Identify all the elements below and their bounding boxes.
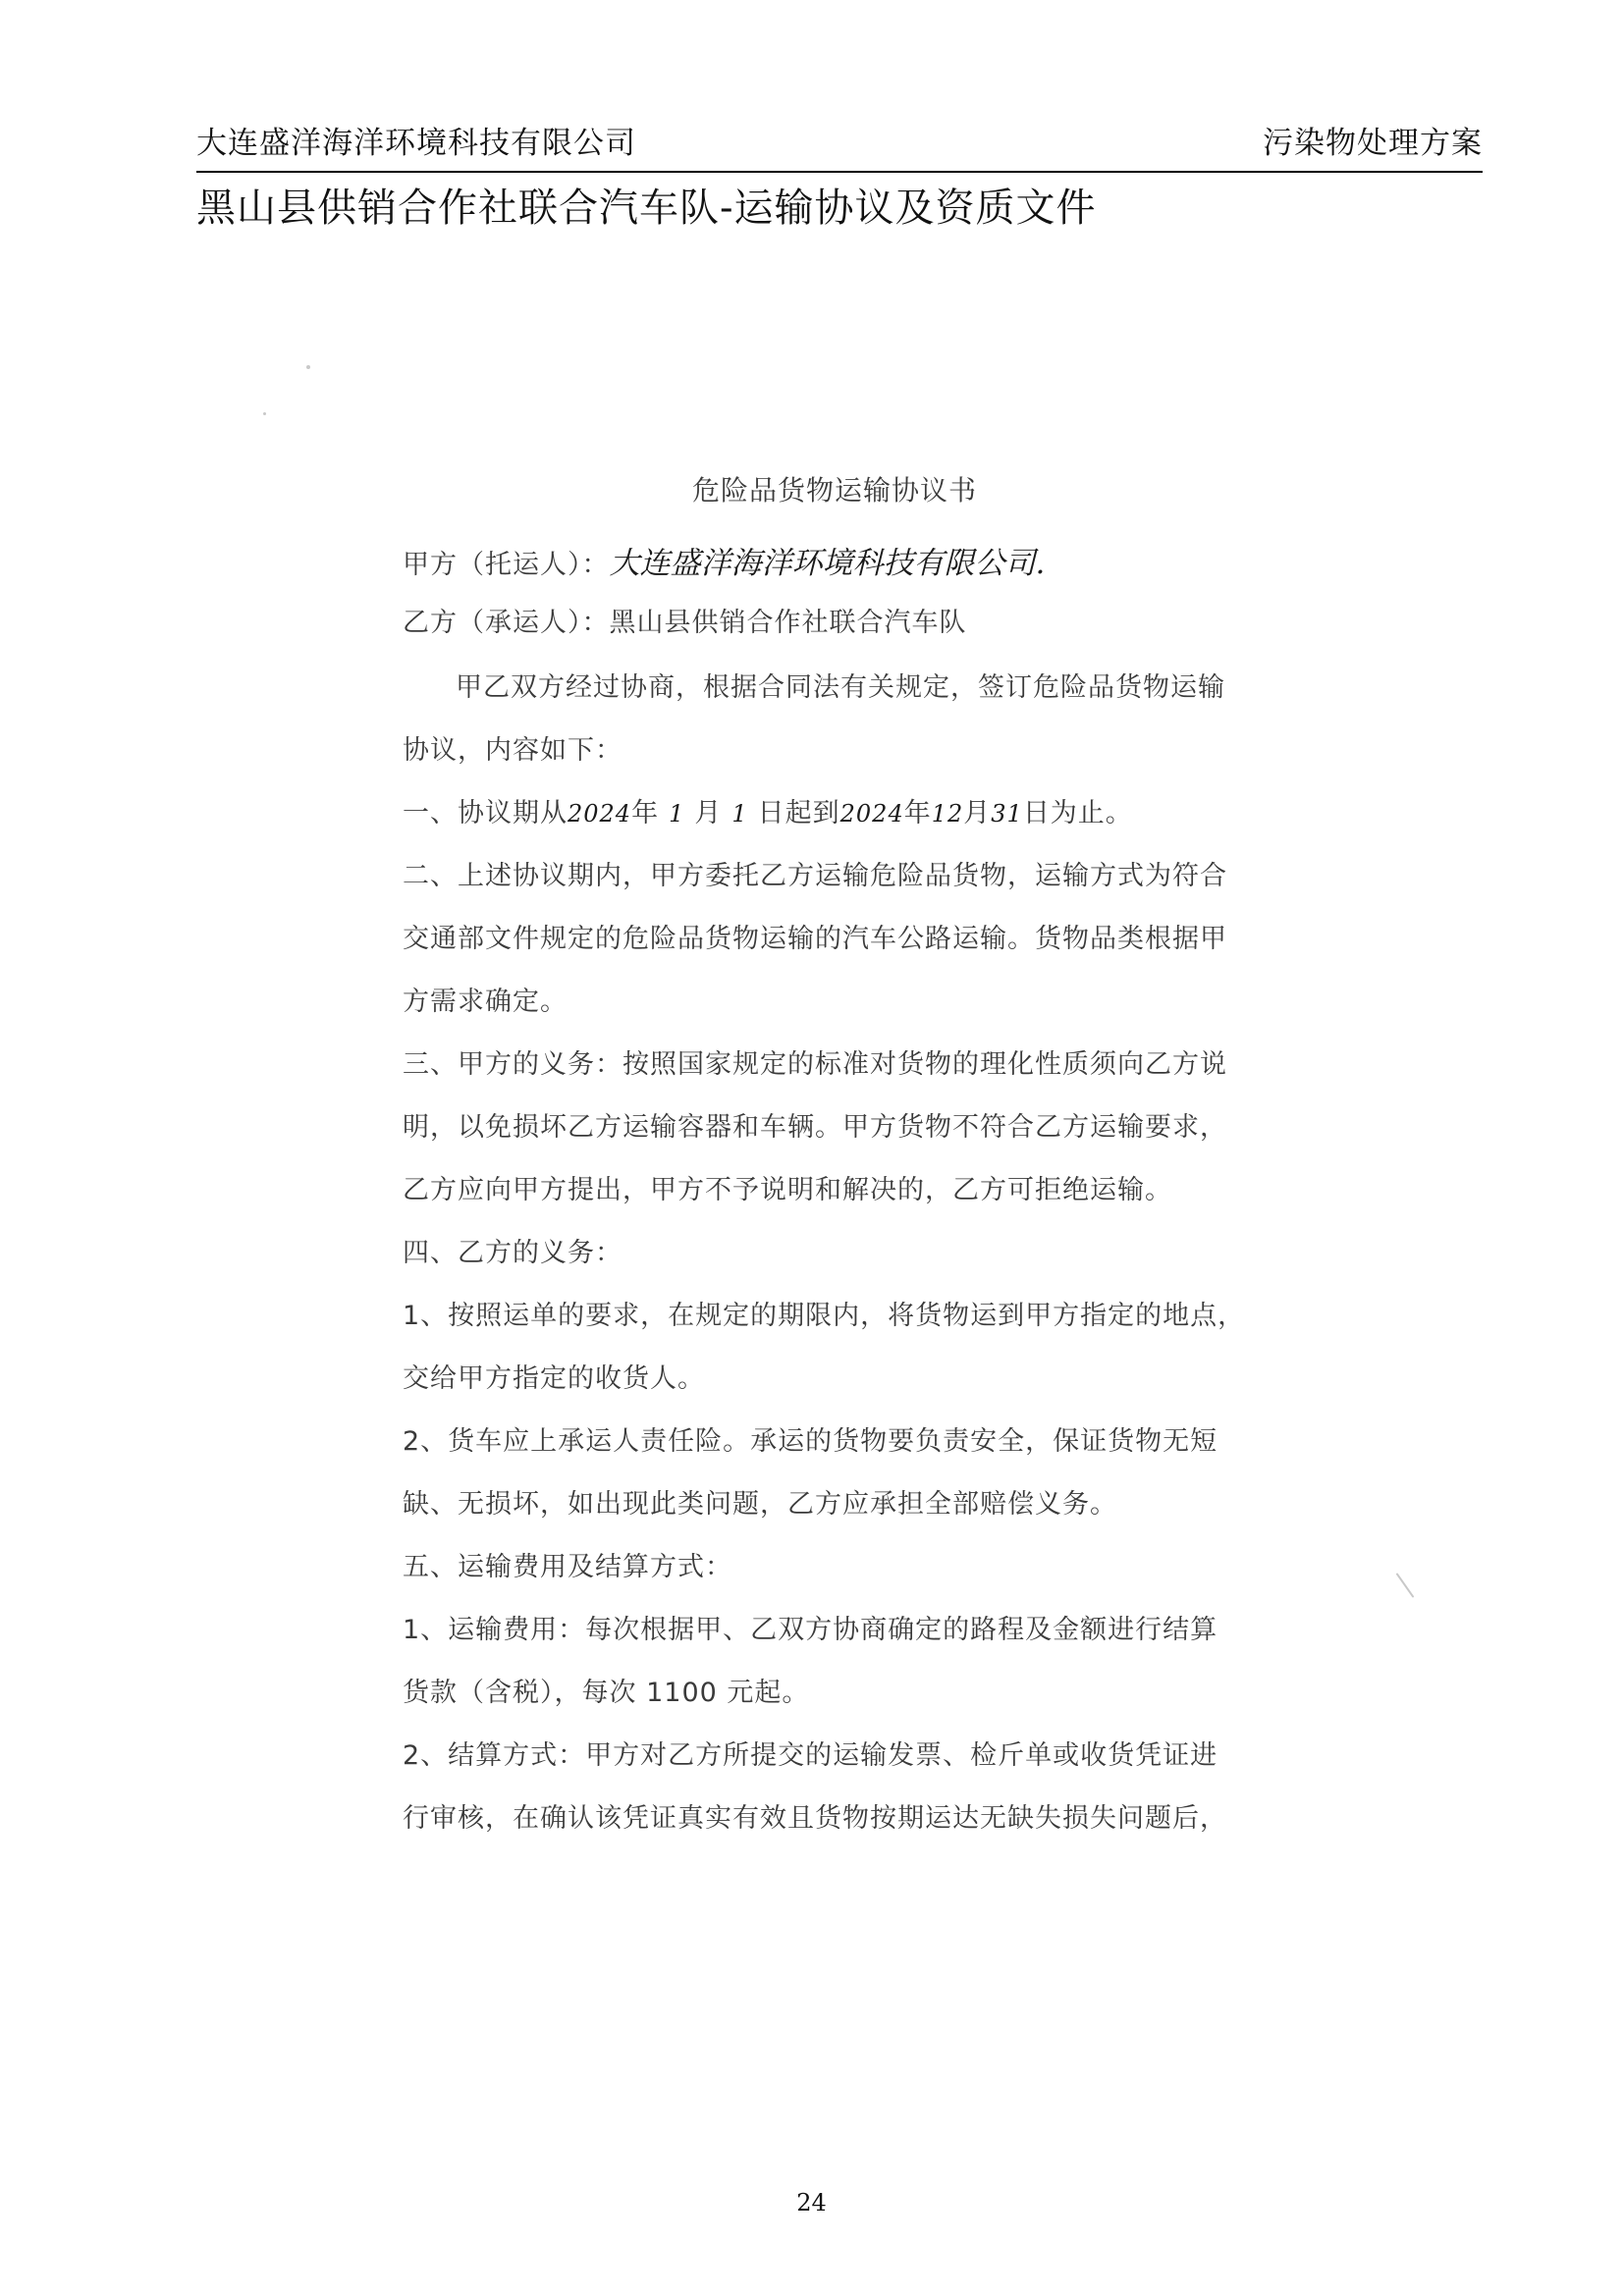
scan-speck xyxy=(263,412,266,415)
term-suffix: 日为止。 xyxy=(1022,798,1133,828)
agreement-title: 危险品货物运输协议书 xyxy=(691,474,977,507)
term-year-char: 年 xyxy=(903,798,932,828)
item4-heading: 四、乙方的义务： xyxy=(403,1238,622,1268)
term-line xyxy=(403,791,1133,829)
party-b-line: 乙方（承运人）：黑山县供销合作社联合汽车队 xyxy=(403,608,967,638)
header-doc-type: 污染物处理方案 xyxy=(1263,126,1483,161)
item3-line-3: 乙方应向甲方提出，甲方不予说明和解决的，乙方可拒绝运输。 xyxy=(403,1175,1172,1205)
term-year-char: 年 xyxy=(631,798,660,828)
term-month-char: 月 xyxy=(694,798,723,828)
item2-line-2: 交通部文件规定的危险品货物运输的汽车公路运输。货物品类根据甲 xyxy=(403,924,1227,954)
intro-line-1: 甲乙双方经过协商，根据合同法有关规定，签订危险品货物运输 xyxy=(456,672,1225,703)
item2-line-3: 方需求确定。 xyxy=(403,987,568,1017)
scan-speck xyxy=(1396,1573,1415,1598)
term-prefix: 一、协议期从 xyxy=(403,798,568,828)
item5-2-line-2: 行审核，在确认该凭证真实有效且货物按期运达无缺失损失问题后， xyxy=(403,1803,1227,1834)
term-end-month: 12 xyxy=(931,800,964,828)
scan-speck xyxy=(306,365,310,369)
item4-1-line-2: 交给甲方指定的收货人。 xyxy=(403,1363,705,1394)
item5-1-line-2: 货款（含税），每次 1100 元起。 xyxy=(403,1678,810,1708)
item4-1-line-1: 1、按照运单的要求，在规定的期限内，将货物运到甲方指定的地点， xyxy=(403,1301,1246,1331)
page-number: 24 xyxy=(796,2189,827,2216)
term-start-year: 2024 xyxy=(568,800,632,828)
section-title: 黑山县供销合作社联合汽车队-运输协议及资质文件 xyxy=(196,186,1097,231)
item2-line-1: 二、上述协议期内，甲方委托乙方运输危险品货物，运输方式为符合 xyxy=(403,861,1227,891)
item5-1-line-1: 1、运输费用：每次根据甲、乙双方协商确定的路程及金额进行结算 xyxy=(403,1615,1218,1645)
term-start-month: 1 xyxy=(669,800,685,828)
item5-heading: 五、运输费用及结算方式： xyxy=(403,1552,732,1582)
term-end-year: 2024 xyxy=(839,800,904,828)
item5-2-line-1: 2、结算方式：甲方对乙方所提交的运输发票、检斤单或收货凭证进 xyxy=(403,1740,1218,1771)
intro-line-2: 协议，内容如下： xyxy=(403,735,622,766)
item3-line-2: 明，以免损坏乙方运输容器和车辆。甲方货物不符合乙方运输要求， xyxy=(403,1112,1227,1143)
party-a-handwritten: 大连盛洋海洋环境科技有限公司. xyxy=(609,546,1046,581)
term-start-day: 1 xyxy=(731,800,748,828)
item4-2-line-1: 2、货车应上承运人责任险。承运的货物要负责安全，保证货物无短 xyxy=(403,1426,1218,1457)
term-end-day: 31 xyxy=(991,800,1023,828)
term-month-char: 月 xyxy=(963,798,992,828)
term-mid: 日起到 xyxy=(757,798,840,828)
header-company: 大连盛洋海洋环境科技有限公司 xyxy=(196,126,636,161)
item4-2-line-2: 缺、无损坏，如出现此类问题，乙方应承担全部赔偿义务。 xyxy=(403,1489,1117,1520)
scanned-agreement xyxy=(383,461,1286,1993)
party-a-label: 甲方（托运人）： xyxy=(403,550,610,580)
party-a-line xyxy=(403,538,1045,582)
page-header xyxy=(196,110,1483,173)
item3-line-1: 三、甲方的义务：按照国家规定的标准对货物的理化性质须向乙方说 xyxy=(403,1049,1227,1080)
